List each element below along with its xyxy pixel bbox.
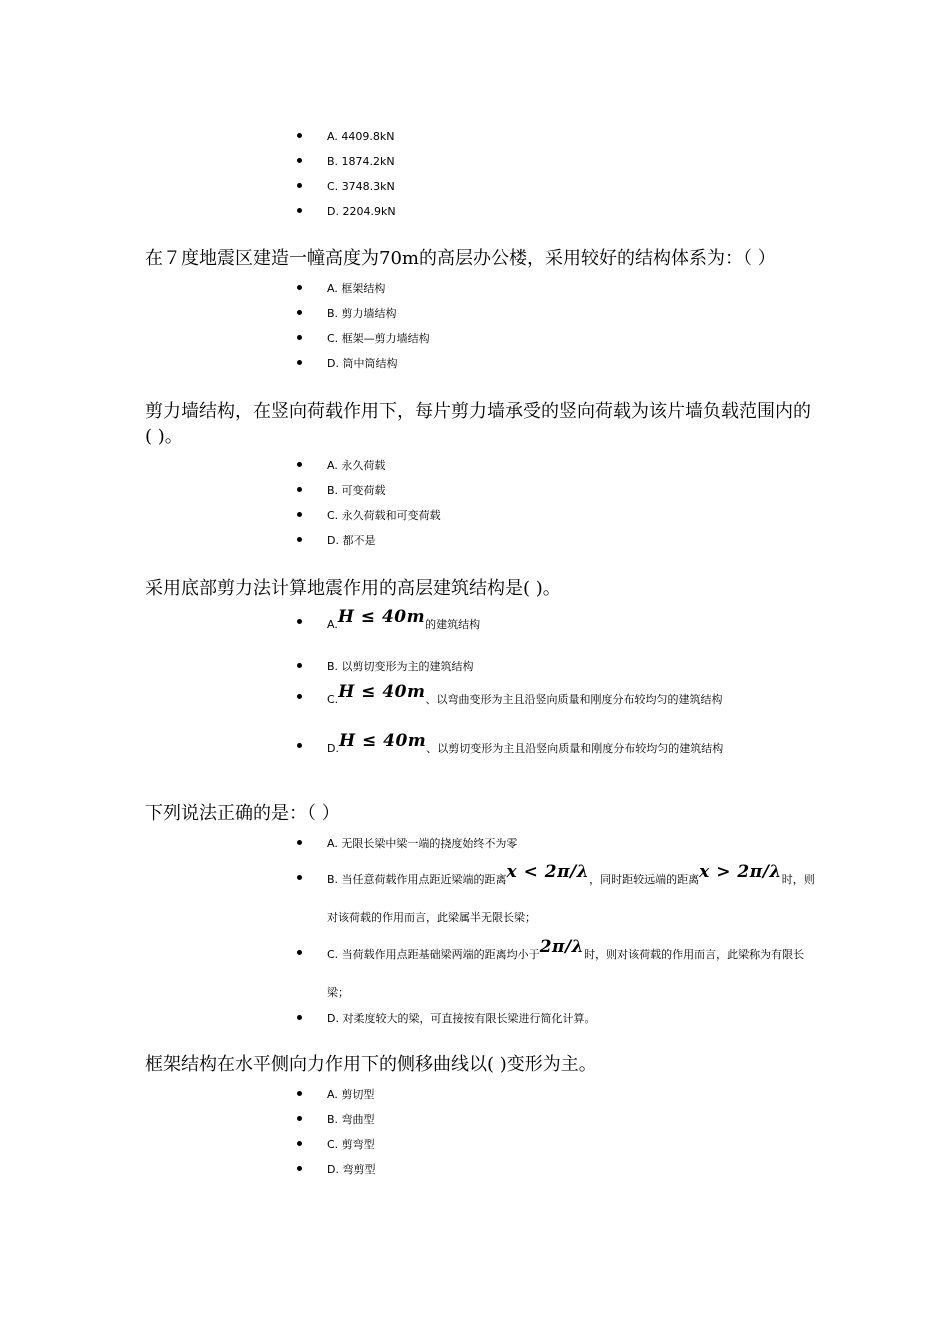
q1-option-a: A. 框架结构 [327,282,386,295]
q0-option-a: A. 4409.8kN [327,130,395,143]
question-5-text: 框架结构在水平侧向力作用下的侧移曲线以( )变形为主。 [145,1054,597,1075]
q2-option-c: C. 永久荷载和可变荷载 [327,509,441,522]
formula-2pi-lambda: 2π/λ [539,937,585,957]
bullet [297,183,302,188]
q4-option-c: C. 当荷载作用点距基础梁两端的距离均小于2π/λ时，则对该荷载的作用而言，此梁称为有限长梁； [327,937,805,999]
q3-option-b: B. 以剪切变形为主的建筑结构 [327,660,474,673]
bullet [297,743,302,748]
formula-x-lt-2pi-lambda: x < 2π/λ [506,862,590,882]
bullet [297,158,302,163]
formula-h-le-40m: H ≤ 40m [337,607,426,627]
question-3-text: 采用底部剪力法计算地震作用的高层建筑结构是( )。 [145,578,561,599]
q5-option-c: C. 剪弯型 [327,1138,375,1151]
bullet [297,950,302,955]
bullet [297,133,302,138]
bullet [297,619,302,624]
bullet [297,1116,302,1121]
q2-option-a: A. 永久荷载 [327,459,386,472]
bullet [297,335,302,340]
bullet [297,694,302,699]
bullet [297,1166,302,1171]
bullet [297,537,302,542]
bullet [297,360,302,365]
bullet [297,285,302,290]
q2-option-b: B. 可变荷载 [327,484,386,497]
formula-x-gt-2pi-lambda: x > 2π/λ [699,862,782,882]
q5-option-a: A. 剪切型 [327,1088,375,1101]
q4-option-a: A. 无限长梁中梁一端的挠度始终不为零 [327,837,518,850]
bullet [297,487,302,492]
q3-option-c: C.H ≤ 40m、以弯曲变形为主且沿竖向质量和刚度分布较均匀的建筑结构 [327,682,723,706]
q5-option-d: D. 弯剪型 [327,1163,376,1176]
q0-option-c: C. 3748.3kN [327,180,395,193]
question-1-text: 在７度地震区建造一幢高度为70m的高层办公楼，采用较好的结构体系为：（ ） [145,248,776,269]
bullet [297,1091,302,1096]
question-4-text: 下列说法正确的是：（ ） [145,803,340,824]
q1-option-c: C. 框架—剪力墙结构 [327,332,430,345]
bullet [297,208,302,213]
q4-option-d: D. 对柔度较大的梁，可直接按有限长梁进行简化计算。 [327,1012,596,1025]
q1-option-b: B. 剪力墙结构 [327,307,397,320]
bullet [297,875,302,880]
q2-option-d: D. 都不是 [327,534,376,547]
bullet [297,663,302,668]
q3-option-d: D.H ≤ 40m、以剪切变形为主且沿竖向质量和刚度分布较均匀的建筑结构 [327,731,724,755]
q0-option-b: B. 1874.2kN [327,155,395,168]
bullet [297,1015,302,1020]
bullet [297,1141,302,1146]
formula-h-le-40m: H ≤ 40m [338,731,427,751]
bullet [297,462,302,467]
formula-h-le-40m: H ≤ 40m [338,682,426,702]
q4-option-b: B. 当任意荷载作用点距近梁端的距离x < 2π/λ，同时距较远端的距离x > 2π/λ时，则对该荷载的作用而言，此梁属半无限长梁； [327,862,815,924]
bullet [297,310,302,315]
q3-option-a: A.H ≤ 40m的建筑结构 [327,607,481,631]
q0-option-d: D. 2204.9kN [327,205,396,218]
bullet [297,840,302,845]
q1-option-d: D. 筒中筒结构 [327,357,398,370]
bullet [297,512,302,517]
q5-option-b: B. 弯曲型 [327,1113,375,1126]
question-2-text: 剪力墙结构，在竖向荷载作用下，每片剪力墙承受的竖向荷载为该片墙负载范围内的( )。 [145,401,811,447]
